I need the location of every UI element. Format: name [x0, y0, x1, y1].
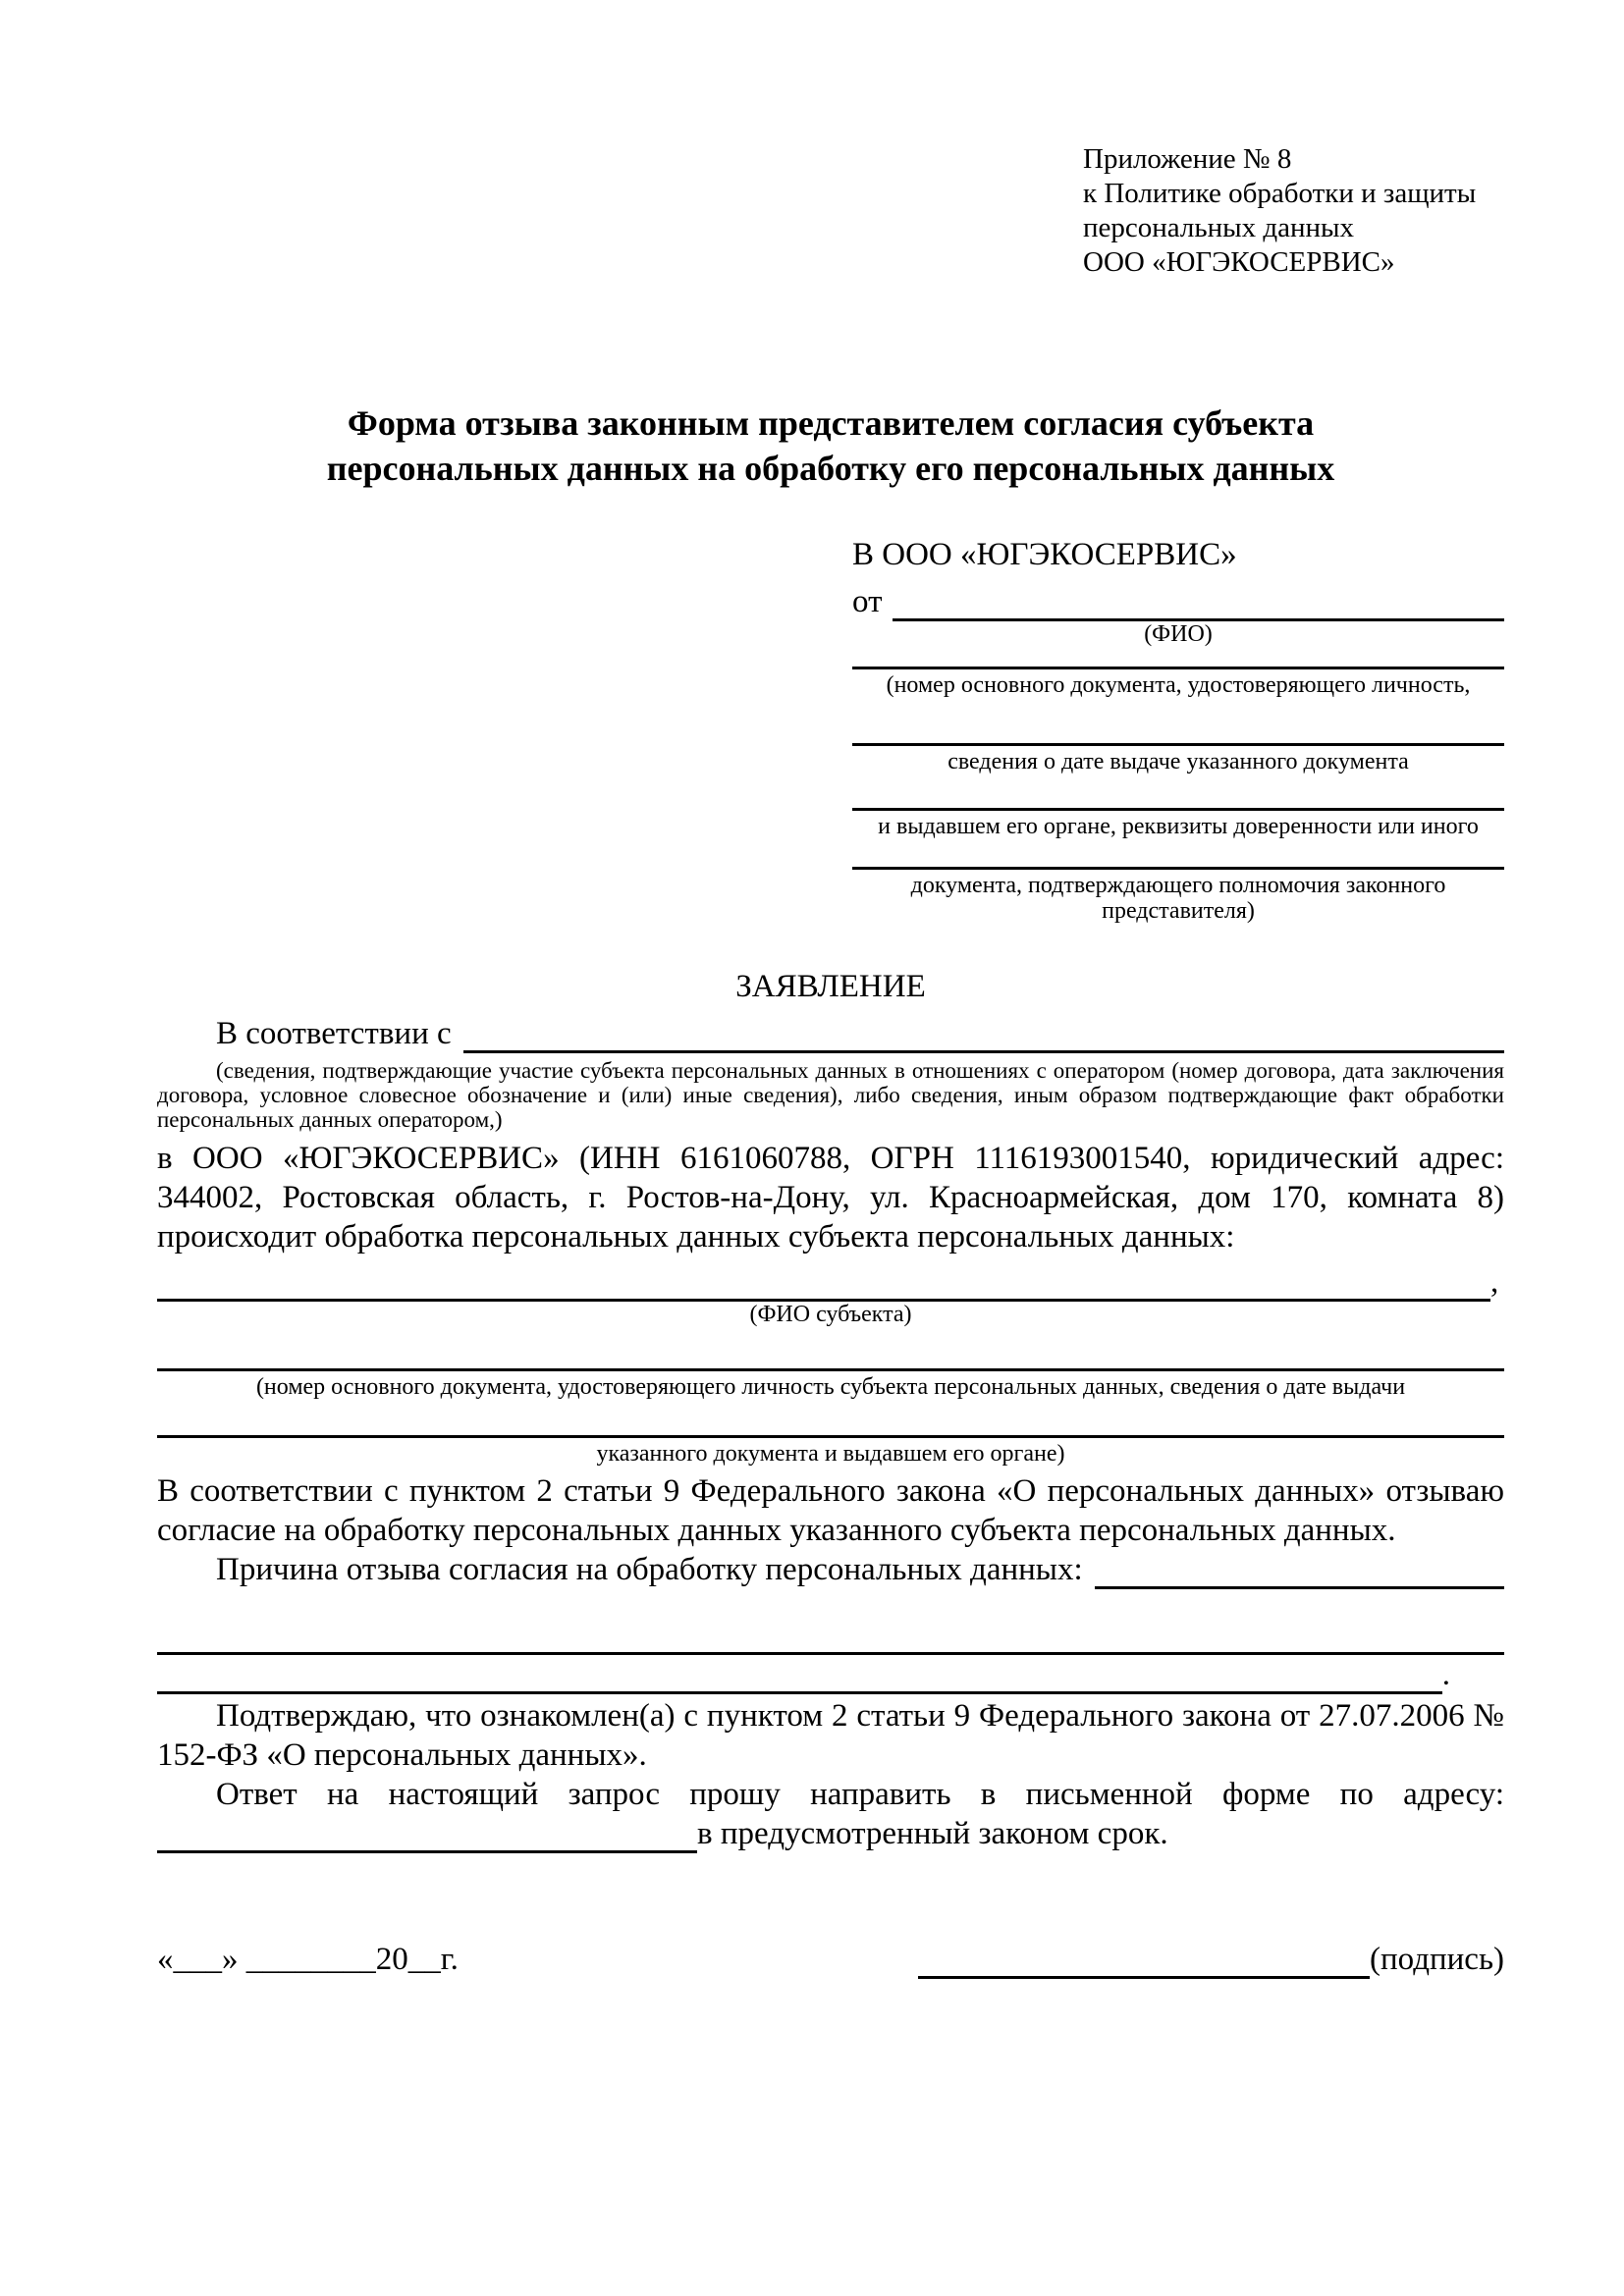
appendix-note-line: ООО «ЮГЭКОСЕРВИС» [1083, 246, 1395, 278]
subject-fio-caption: (ФИО субъекта) [749, 1302, 912, 1327]
appendix-note-line: Приложение № 8 [1083, 143, 1292, 175]
issuing-authority-field [852, 808, 1504, 839]
trailing-comma: , [1490, 1264, 1499, 1300]
reply-address-blank-field [157, 1821, 697, 1853]
reason-row [157, 1550, 1504, 1589]
appendix-note-line: персональных данных [1083, 212, 1355, 243]
blank-field [157, 1435, 1504, 1438]
relation-details-blank-field [463, 1021, 1504, 1053]
intro-prefix: В соответствии с [216, 1016, 452, 1051]
appendix-note-line: к Политике обработки и защиты [1083, 178, 1477, 209]
form-title-line: персональных данных на обработку его персональных данных [326, 449, 1335, 488]
from-name-blank-field [893, 589, 1505, 621]
from-row [852, 582, 1504, 621]
document-content [157, 0, 1504, 1979]
confirmation-paragraph: Подтверждаю, что ознакомлен(а) с пунктом 2 статьи 9 Федерального закона от 27.07.2006 № 152-ФЗ «О персональных данных». [157, 1698, 1504, 1773]
subject-fio-blank-field [157, 1265, 1490, 1302]
trailing-period: . [1441, 1657, 1450, 1692]
reason-continuation-row [157, 1655, 1450, 1694]
reason-continuation-blank-field [157, 1658, 1442, 1694]
date-line: «___» ________20__г. [157, 1942, 459, 1977]
reply-suffix: в предусмотренный законом срок. [697, 1816, 1168, 1851]
field-caption: (номер основного документа, удостоверяющего личность субъекта персональных данных, сведения о дате выдачи [255, 1374, 1406, 1400]
reply-request-paragraph: Ответ на настоящий запрос прошу направить в письменной форме по адресу: [216, 1777, 1504, 1812]
reply-address-row [157, 1814, 1504, 1853]
blank-field [852, 667, 1504, 669]
blank-field [157, 1368, 1504, 1371]
blank-field [852, 743, 1504, 746]
field-caption: указанного документа и выдавшем его органе) [596, 1441, 1065, 1467]
field-caption: сведения о дате выдаче указанного документа [947, 749, 1409, 774]
field-caption: и выдавшем его органе, реквизиты доверенности или иного [878, 814, 1479, 839]
representative-document-field [852, 667, 1504, 698]
intro-row [157, 1014, 1504, 1053]
addressee-block [852, 535, 1504, 924]
signature-area [918, 1940, 1504, 1979]
signature-caption: (подпись) [1370, 1942, 1504, 1977]
appendix-note [1083, 142, 1504, 280]
blank-field [852, 867, 1504, 870]
subject-fio-row [157, 1262, 1504, 1302]
signature-blank-field [918, 1947, 1370, 1979]
footer-row [157, 1940, 1504, 1979]
withdrawal-paragraph: В соответствии с пунктом 2 статьи 9 Федерального закона «О персональных данных» отзываю согласие на обработку персональных данных указанного субъекта персональных данных. [157, 1473, 1504, 1548]
reason-label: Причина отзыва согласия на обработку персональных данных: [216, 1552, 1083, 1587]
subject-document-field [157, 1368, 1504, 1400]
authority-confirmation-field [852, 867, 1504, 924]
field-caption: (номер основного документа, удостоверяющего личность, [886, 672, 1471, 698]
statement-heading: ЗАЯВЛЕНИЕ [735, 969, 926, 1004]
fine-print-note: (сведения, подтверждающие участие субъекта персональных данных в отношениях с оператором (номер договора, дата заключения договора, условное словесное обозначение и (или) иные сведения), либо сведения, иным образом подтверждающие факт обработки персональных данных оператором,) [157, 1058, 1504, 1132]
reason-continuation-blank-field [157, 1617, 1504, 1655]
field-caption: документа, подтверждающего полномочия законного представителя) [910, 873, 1446, 924]
form-title-line: Форма отзыва законным представителем согласия субъекта [347, 403, 1315, 443]
document-date-field [852, 743, 1504, 774]
addressee-to: В ООО «ЮГЭКОСЕРВИС» [852, 537, 1237, 572]
fio-caption: (ФИО) [1144, 621, 1213, 647]
subject-document-authority-field [157, 1435, 1504, 1467]
operator-paragraph: в ООО «ЮГЭКОСЕРВИС» (ИНН 6161060788, ОГРН 1116193001540, юридический адрес: 344002, Ростовская область, г. Ростов-на-Дону, ул. Красноармейская, дом 170, комната 8) происходит обработка персональных данных субъекта персональных данных: [157, 1141, 1504, 1255]
from-label: от [852, 584, 883, 619]
blank-field [852, 808, 1504, 811]
reason-blank-field [1095, 1557, 1504, 1589]
form-title [157, 400, 1504, 491]
